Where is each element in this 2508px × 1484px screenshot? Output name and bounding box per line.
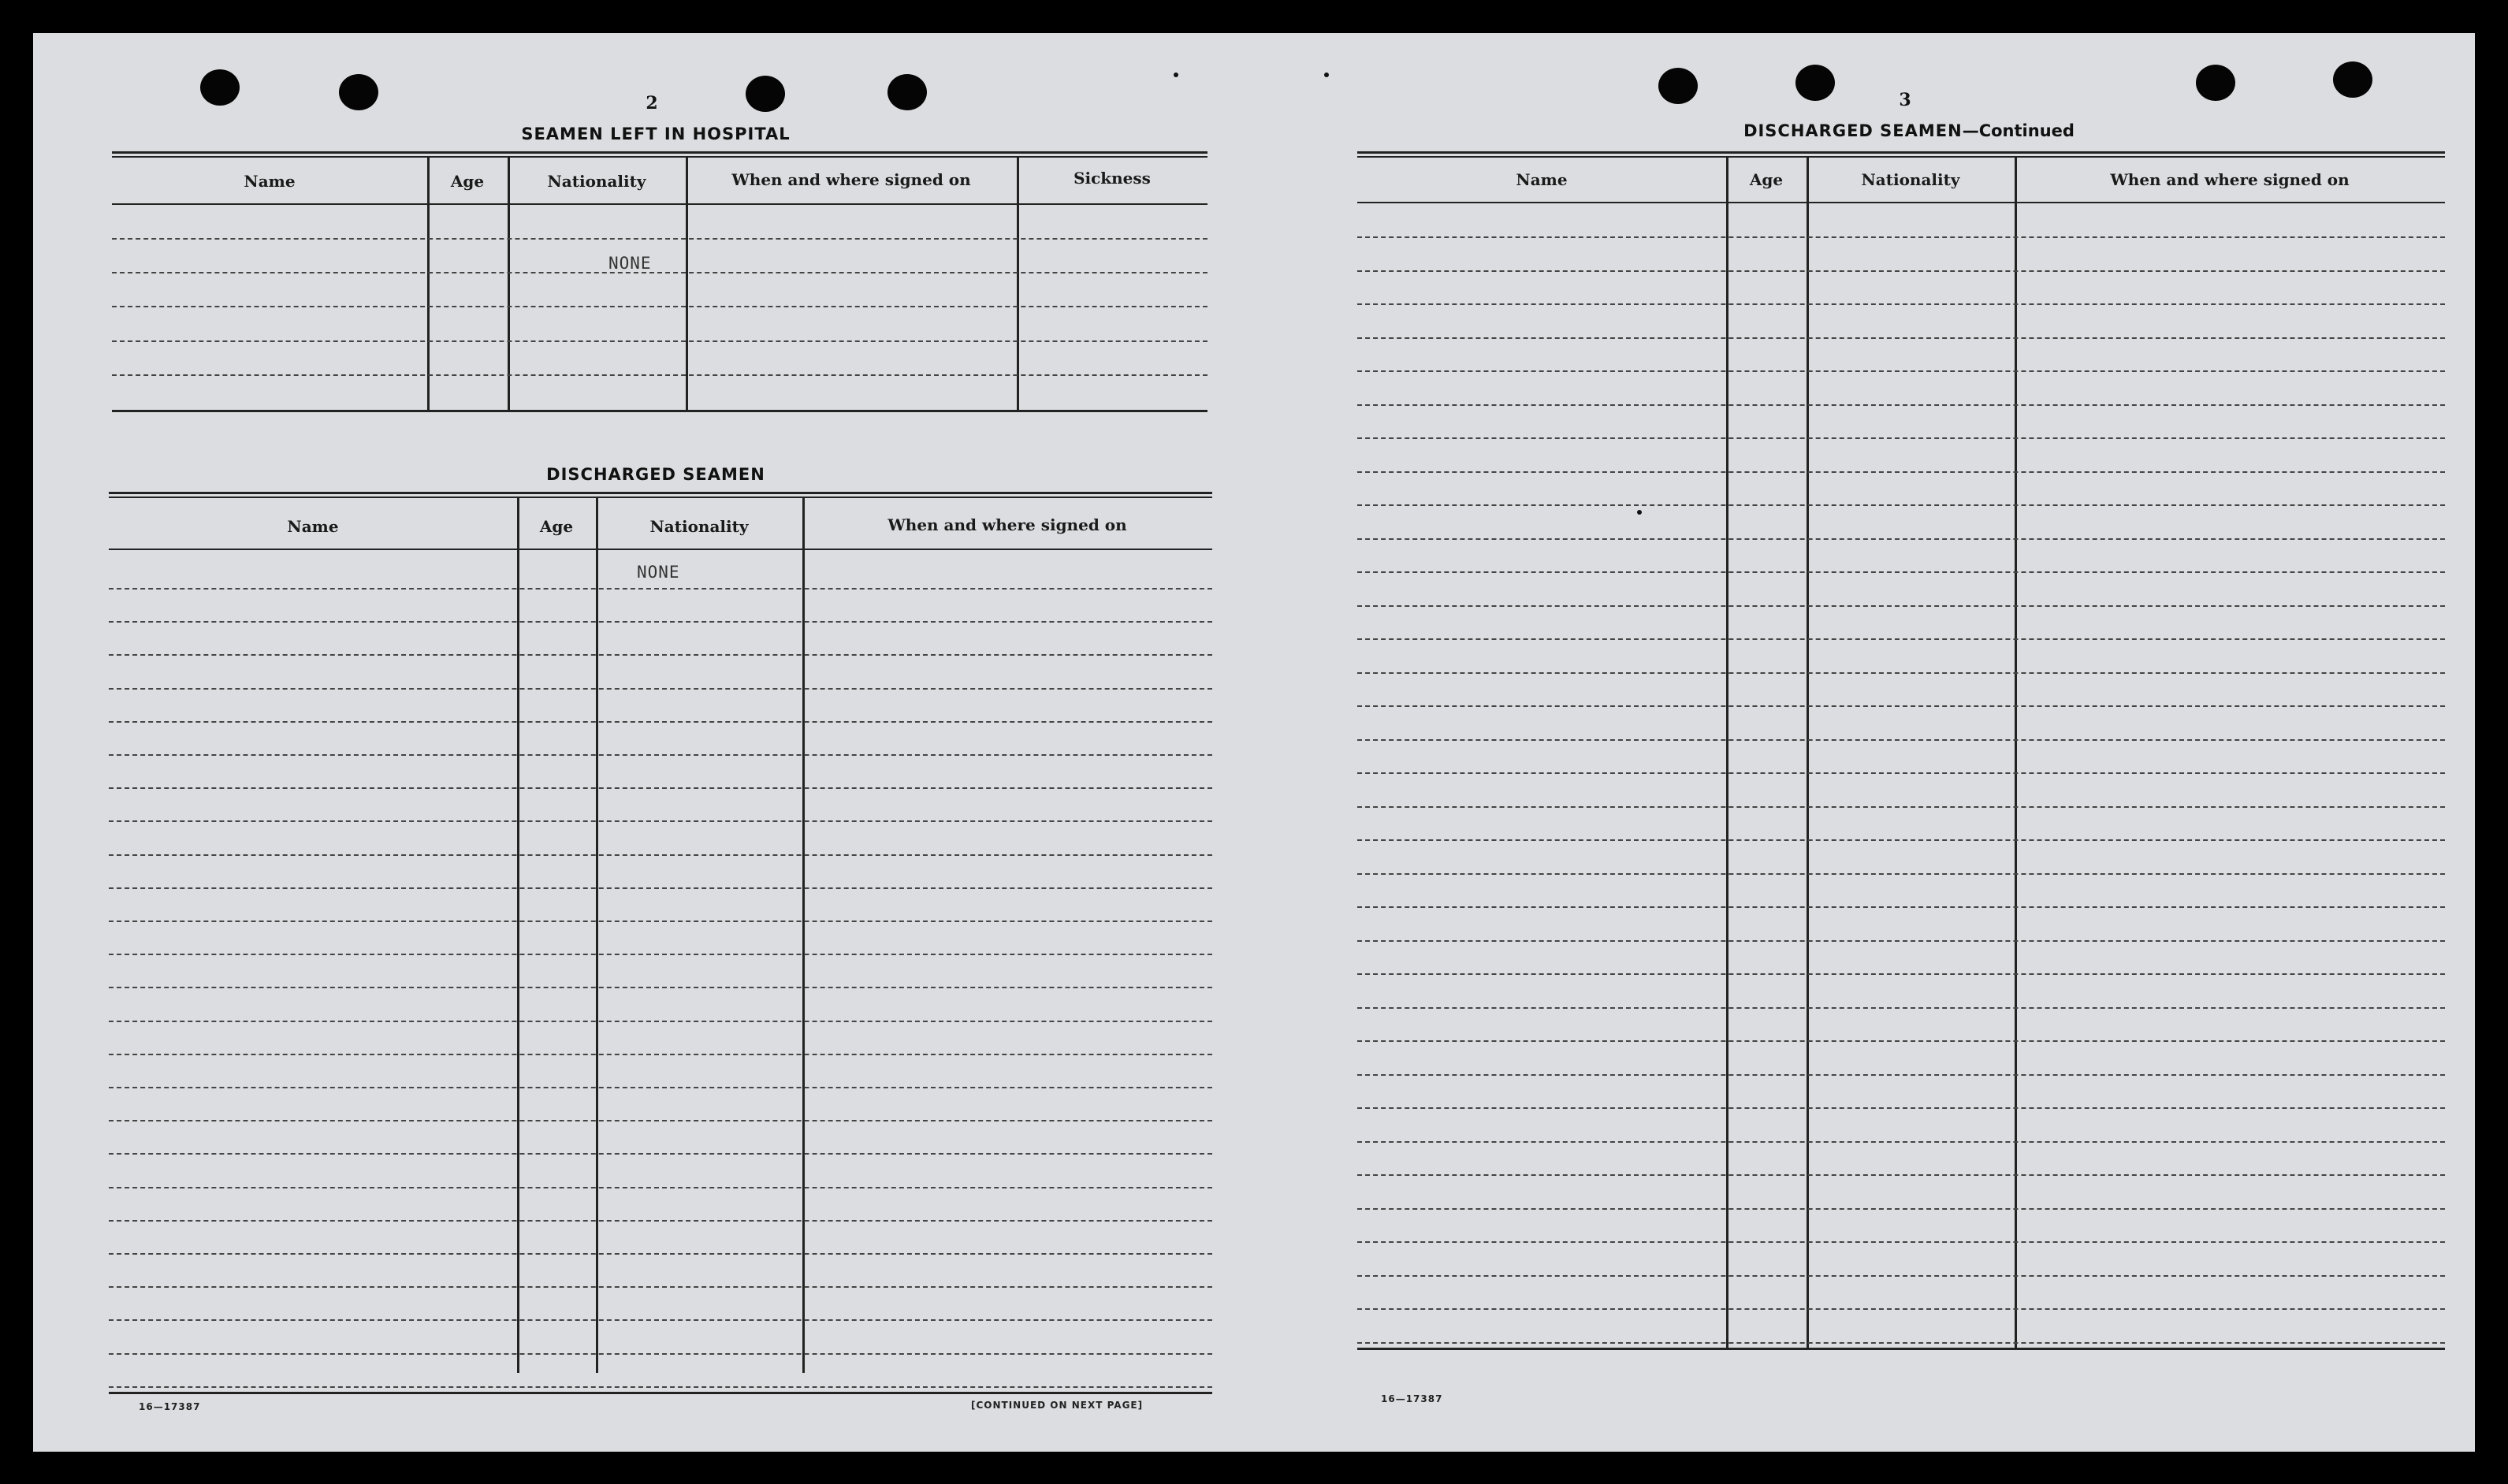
continued-note: [CONTINUED ON NEXT PAGE] — [971, 1400, 1144, 1411]
ruled-line — [109, 1386, 1212, 1388]
ruled-line — [1357, 705, 2445, 707]
page-number: 2 — [646, 93, 658, 113]
ruled-line — [109, 787, 1212, 789]
hospital-section-title: SEAMEN LEFT IN HOSPITAL — [521, 125, 791, 143]
discharged-entry: NONE — [637, 563, 680, 582]
ruled-line — [1357, 1174, 2445, 1176]
column-header-sickness: Sickness — [1074, 169, 1151, 188]
discharged-section-title: DISCHARGED SEAMEN — [546, 465, 765, 484]
left-page — [33, 33, 1231, 1452]
ruled-line — [1357, 873, 2445, 875]
ruled-line — [1357, 404, 2445, 406]
ruled-line — [109, 1353, 1212, 1355]
ruled-line — [1357, 1275, 2445, 1277]
ruled-line — [1357, 1074, 2445, 1076]
ruled-line — [1357, 1007, 2445, 1009]
discharged-continued-table — [1357, 151, 2445, 1389]
ruled-line — [1357, 370, 2445, 372]
right-page — [1310, 33, 2475, 1452]
ruled-line — [1357, 1040, 2445, 1042]
ruled-line — [1357, 839, 2445, 841]
ruled-line — [109, 721, 1212, 723]
ruled-line — [109, 954, 1212, 955]
hospital-entry: NONE — [608, 254, 652, 273]
ruled-line — [1357, 638, 2445, 640]
ruled-line — [1357, 571, 2445, 573]
ruled-line — [109, 1120, 1212, 1121]
title-suffix: —Continued — [1962, 121, 2074, 140]
ruled-line — [109, 820, 1212, 822]
column-header-signed-on: When and where signed on — [887, 515, 1127, 534]
ruled-line — [109, 621, 1212, 623]
ruled-line — [1357, 1241, 2445, 1243]
ruled-line — [1357, 337, 2445, 339]
ruled-line — [109, 588, 1212, 590]
ruled-line — [1357, 772, 2445, 774]
hospital-table — [112, 151, 1207, 451]
ruled-line — [1357, 739, 2445, 741]
ruled-line — [109, 654, 1212, 656]
document-sheet — [33, 33, 2475, 1452]
ruled-line — [1357, 940, 2445, 942]
ruled-line — [1357, 1342, 2445, 1344]
ruled-line — [109, 1220, 1212, 1222]
form-number: 16—17387 — [139, 1401, 201, 1412]
column-header-name: Name — [1516, 170, 1568, 189]
ruled-line — [1357, 504, 2445, 506]
column-header-nationality: Nationality — [547, 172, 646, 191]
ruled-line — [1357, 538, 2445, 540]
ruled-line — [1357, 1107, 2445, 1109]
discharged-continued-title — [1657, 121, 2161, 140]
column-header-signed-on: When and where signed on — [2110, 170, 2350, 189]
column-header-signed-on: When and where signed on — [731, 170, 971, 189]
column-header-name: Name — [244, 172, 296, 191]
ruled-line — [1357, 471, 2445, 473]
ruled-line — [1357, 270, 2445, 272]
ruled-line — [1357, 1208, 2445, 1210]
ruled-line — [1357, 437, 2445, 439]
column-header-age: Age — [450, 172, 485, 191]
ruled-line — [109, 1153, 1212, 1155]
ruled-line — [1357, 806, 2445, 808]
page-number: 3 — [1899, 90, 1911, 110]
column-header-nationality: Nationality — [649, 517, 749, 536]
ruled-line — [1357, 605, 2445, 607]
ruled-line — [1357, 1308, 2445, 1310]
discharged-table — [109, 492, 1212, 1390]
ruled-line — [109, 1286, 1212, 1288]
ruled-line — [1357, 672, 2445, 674]
ruled-line — [109, 921, 1212, 922]
ruled-line — [109, 854, 1212, 856]
ruled-line — [109, 1253, 1212, 1255]
column-header-nationality: Nationality — [1861, 170, 1960, 189]
ruled-line — [109, 1054, 1212, 1055]
form-number: 16—17387 — [1381, 1393, 1443, 1404]
ruled-line — [1357, 303, 2445, 305]
ruled-line — [109, 688, 1212, 690]
column-header-age: Age — [539, 517, 574, 536]
title-main: DISCHARGED SEAMEN — [1743, 121, 1963, 140]
column-header-name: Name — [287, 517, 339, 536]
ruled-line — [109, 987, 1212, 988]
ruled-line — [1357, 906, 2445, 908]
ruled-line — [1357, 1141, 2445, 1143]
ruled-line — [109, 1021, 1212, 1022]
column-header-age: Age — [1749, 170, 1784, 189]
ruled-line — [109, 1087, 1212, 1088]
ruled-line — [109, 1319, 1212, 1321]
ruled-line — [109, 1187, 1212, 1188]
ruled-line — [109, 754, 1212, 756]
ruled-line — [109, 887, 1212, 889]
ruled-line — [1357, 236, 2445, 238]
ruled-line — [1357, 973, 2445, 975]
